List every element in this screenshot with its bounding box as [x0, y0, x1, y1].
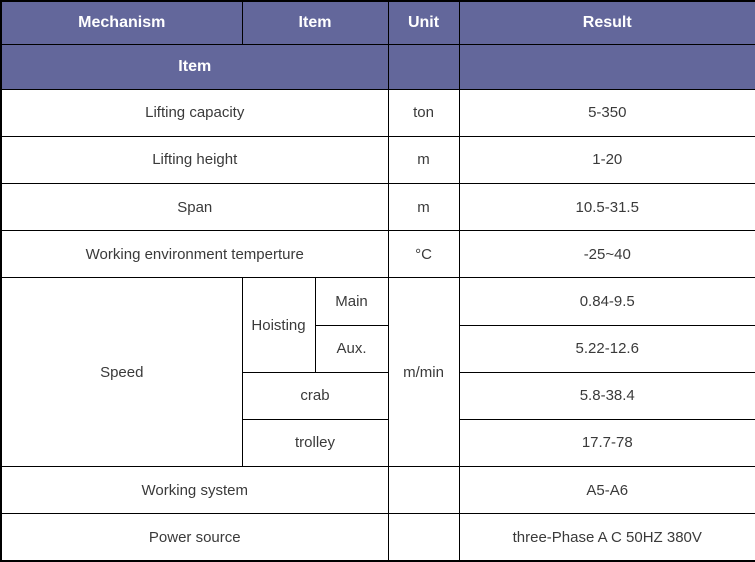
row-lifting-capacity — [1, 89, 755, 136]
working-system-result: A5-A6 — [459, 467, 755, 514]
row-power-source — [1, 514, 755, 561]
working-system-unit-empty — [388, 467, 459, 514]
row-speed-hoisting-main — [1, 278, 755, 325]
power-source-label: Power source — [1, 514, 388, 561]
power-source-result: three-Phase A C 50HZ 380V — [459, 514, 755, 561]
speed-unit: m/min — [388, 278, 459, 467]
speed-hoisting-main-result: 0.84-9.5 — [459, 278, 755, 325]
row-span — [1, 184, 755, 231]
row-working-system — [1, 467, 755, 514]
header-unit: Unit — [388, 1, 459, 44]
header-item-row2: Item — [1, 44, 388, 89]
header-result-empty — [459, 44, 755, 89]
speed-trolley-label: trolley — [242, 419, 388, 466]
speed-hoisting-label: Hoisting — [242, 278, 315, 372]
header-mechanism: Mechanism — [1, 1, 242, 44]
working-env-temp-label: Working environment temperture — [1, 231, 388, 278]
lifting-capacity-unit: ton — [388, 89, 459, 136]
lifting-height-result: 1-20 — [459, 136, 755, 183]
row-lifting-height — [1, 136, 755, 183]
speed-crab-label: crab — [242, 372, 388, 419]
lifting-capacity-label: Lifting capacity — [1, 89, 388, 136]
speed-crab-result: 5.8-38.4 — [459, 372, 755, 419]
speed-hoisting-aux-label: Aux. — [315, 325, 388, 372]
working-env-temp-result: -25~40 — [459, 231, 755, 278]
speed-hoisting-main-label: Main — [315, 278, 388, 325]
lifting-height-unit: m — [388, 136, 459, 183]
speed-label: Speed — [1, 278, 242, 467]
working-system-label: Working system — [1, 467, 388, 514]
lifting-height-label: Lifting height — [1, 136, 388, 183]
header-result: Result — [459, 1, 755, 44]
power-source-unit-empty — [388, 514, 459, 561]
header-row-2 — [1, 44, 755, 89]
header-unit-empty — [388, 44, 459, 89]
span-label: Span — [1, 184, 388, 231]
working-env-temp-unit: °C — [388, 231, 459, 278]
lifting-capacity-result: 5-350 — [459, 89, 755, 136]
speed-trolley-result: 17.7-78 — [459, 419, 755, 466]
header-row-1 — [1, 1, 755, 44]
span-result: 10.5-31.5 — [459, 184, 755, 231]
speed-hoisting-aux-result: 5.22-12.6 — [459, 325, 755, 372]
span-unit: m — [388, 184, 459, 231]
row-working-env-temp — [1, 231, 755, 278]
header-item: Item — [242, 1, 388, 44]
